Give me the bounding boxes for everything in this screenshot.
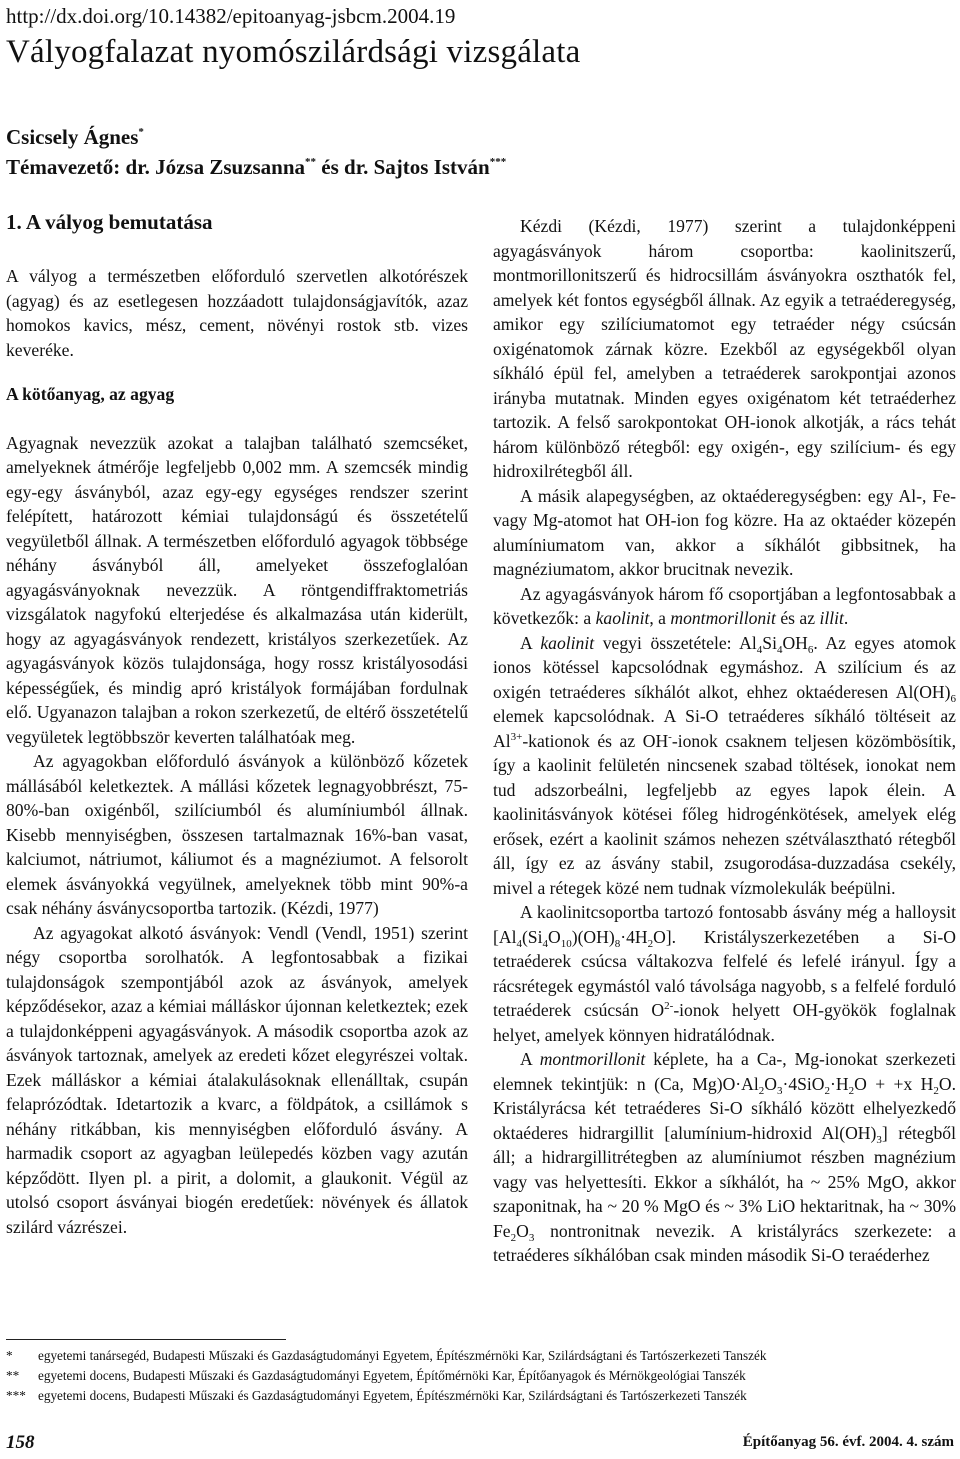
footnotes [6,1346,956,1406]
page-number: 158 [6,1432,35,1453]
paragraph: Agyagnak nevezzük azokat a talajban található szemcséket, amelyeknek átmérője legfeljebb 0,002 mm. A szemcsék mindig egy-egy ásványból, azaz egy-egy egységes rendszer szerint felépített, határozott kémiai tulajdonságú és összetételű vegyületből állnak. A természetben előforduló agyagok többsége néhány ásványból áll, amelyeket összefoglalóan agyagásványoknak nevezzük. A röntgendiffraktometriás vizsgálatok nagyfokú elterjedése és alkalmazása után kiderült, hogy az agyagásványok rendezett, kristályos szerkezetűek. Az agyagásványok közös tulajdonsága, hogy rossz kristályosodási képességűek, és mindig apró kristályok formájában fordulnak elő. Ugyanazon talajban a rokon szerkezetű, de eltérő összetételű vegyületek legtöbbször keverten találhatóak meg. [6,432,468,747]
doi-link[interactable]: http://dx.doi.org/10.14382/epitoanyag-jsbcm.2004.19 [6,4,456,28]
paragraph: A montmorillonit képlete, ha a Ca-, Mg-ionokat szerkezeti elemnek tekintjük: n (Ca, $Mg)O\cdot Al_2O_3\cdot 4SiO_2\cdot H_2O + +x$ $H_2O$. Kristályrácsa két tetraéderes Si-O síkháló között elhelyezkedő oktaéderes hidrargillit [alumínium-hidroxid $Al(OH)_3$] rétegből áll; a hidrargillitrétegben az alumíniumot részben magnézium vagy vas helyettesíti. Ekkor a síkhálót, ha ~ 25% MgO, akkor szaponitnak, ha ~ 20 % MgO és ~ 3% LiO hektaritnak, ha ~ 30% $Fe_2O_3$ nontronitnak nevezik. A kristályrács szerkezete: a tetraéderes síkhálóban csak minden második Si-O teraéderhez [493,1049,956,1265]
paragraph: Kézdi (Kézdi, 1977) szerint a tulajdonképpeni agyagásványok három csoportba: kaolinitszerű, montmorillonitszerű és hidrocsillám ásványokra oszthatók fel, amelyek két fontos egységből állnak. Az egyik a tetraéderegység, amikor egy szilíciumatomot egy tetraéder négy csúcsán oxigénatomok zárnak közre. Ezekből az egységekből olyan síkháló épül fel, amelyben a tetraéderek sarokpontjai azonos irányba mutatnak. Minden egyes oxigénatom két tetraéderhez tartozik. A felső sarokpontokat OH-ionok alkotják, a rács tehát három különböző rétegből: egy oxigén-, egy szilícium- és egy hidroxilrétegből áll. [493,216,956,481]
footnote-text: egyetemi tanársegéd, Budapesti Műszaki és Gazdaságtudományi Egyetem, Építészmérnöki Kar, Szilárdságtani és Tartószerkezeti Tanszék [38,1348,767,1363]
paragraph: Az agyagásványok három fő csoportjában a legfontosabbak a következők: a kaolinit, a montmorillonit és az illit. [493,583,956,628]
paragraph: A másik alapegységben, az oktaéderegységben: egy Al-, Fe- vagy Mg-atomot hat OH-ion fog közre. Ha az oktaéder közepén alumíniumatom van, akkor a síkhálót gibbsitnek, ha magnéziumatom, akkor brucitnak nevezik. [493,485,956,579]
author-name: Csicsely Ágnes [6,125,139,149]
footnote-divider [6,1339,286,1340]
journal-issue: Építőanyag 56. évf. 2004. 4. szám [742,1434,954,1450]
section-heading: 1. A vályog bemutatása [6,210,213,234]
footnote [6,1346,956,1366]
supervisor-2-mark: *** [489,156,507,168]
supervisor-1-mark: ** [305,156,317,168]
paragraph: A kaolinit vegyi összetétele: $Al_4Si_4OH_6$. Az egyes atomok ionos kötéssel kapcsolódnak egymáshoz. A szilícium és az oxigén tetraéderes síkhálót alkot, ehhez oktaéderesen $Al(OH)_6$ elemek kapcsolódnak. A Si-O tetraéderes síkháló töltéseit az $Al^{3+}$-kationok és az OH--ionok csaknem teljesen közömbösítik, így a kaolinit felületén nincsenek szabad töltések, ionokat nem tud adszorbeálni, legfeljebb az egyes lapok élein. A kaolinitásványok kötései főleg hidrogénkötések, amelyek elég erősek, ezért a kaolinit számos nehezen szétválasztható rétegből áll, így ez az ásvány stabil, zsugorodása-duzzadása csekély, mivel a rétegek közé nem tudnak vízmolekulák beépülni. [493,632,957,898]
footnote-text: egyetemi docens, Budapesti Műszaki és Gazdaságtudományi Egyetem, Építészmérnöki Kar, Szilárdságtani és Tartószerkezeti Tanszék [38,1388,747,1403]
supervisor-line [6,152,506,182]
paragraph: Az agyagokat alkotó ásványok: Vendl (Vendl, 1951) szerint négy csoportba sorolhatók. A legfontosabbak a fizikai tulajdonságok szempontjából azok az ásványok, amelyek képződésekor, azaz a kémiai málláskor újonnan keletkeztek; ezek a tulajdonképpeni agyagásványok. A második csoportba azok az ásványok tartoznak, amelyek az eredeti kőzet elegyrészei voltak. Ezek málláskor a kémiai átalakulásoknak ellenálltak, csupán felaprózódtak. Idetartozik a kvarc, a földpátok, a csillámok s néhány ritkábban, kis mennyiségben előforduló ásvány. A harmadik csoport az agyagban leülepedés közben vagy azután képződött. Ilyen pl. a pirit, a dolomit, a glaukonit. Végül az utolsó csoport ásványai biogén eredetűek: növények és állatok szilárd vázrészei. [6,922,468,1237]
paragraph: A vályog a természetben előforduló szervetlen alkotórészek (agyag) és az esetlegesen hozzáadott tulajdonságjavítók, azaz homokos kavics, mész, cement, növényi rostok stb. vizes keveréke. [6,266,468,360]
footnote [6,1386,956,1406]
author-footnote-mark: * [138,126,144,138]
article-title: Vályogfalazat nyomószilárdsági vizsgálata [6,34,581,70]
footnote-mark: ** [6,1368,20,1383]
footnote [6,1366,956,1386]
paragraph: A kaolinitcsoportba tartozó fontosabb ásvány még a halloysit $[Al_4(Si_4O_{10})(OH)_8\cdot 4H_2O]$. Kristályszerkezetében a Si-O tetraéderek csúcsa váltakozva felfelé és lefelé irányul. Így a rácsrétegek egymástól való távolsága nagyobb, s a felfelé forduló tetraéderek csúcsán $O^{2-}$-ionok helyett OH-gyökök foglalnak helyet, amelyek könnyen hidratálódnak. [493,902,956,1045]
footnote-mark: * [6,1348,13,1363]
left-column [6,208,468,1239]
author-line [6,122,506,152]
subsection-heading: A kötőanyag, az agyag [6,384,175,404]
footnote-text: egyetemi docens, Budapesti Műszaki és Gazdaságtudományi Egyetem, Építőmérnöki Kar, Építőanyagok és Mérnökgeológiai Tanszék [38,1368,746,1383]
supervisor-2: és dr. Sajtos István [316,155,490,179]
paragraph: Az agyagokban előforduló ásványok a különböző kőzetek mállásából keletkeztek. A mállási kőzetek legnagyobbrészt, 75-80%-ban oxigénből, szilíciumból és alumíniumból állnak. Kisebb mennyiségben, összesen tartalmaznak 16%-ban vasat, kalciumot, nátriumot, káliumot és a magnéziumot. A felsorolt elemek ásványokká vegyülnek, amelyeknek több mint 90%-a csak néhány ásványcsoportba tartozik. (Kézdi, 1977) [6,751,468,918]
author-block [6,122,506,182]
supervisor-1: Témavezető: dr. Józsa Zsuzsanna [6,155,306,179]
right-column [493,214,956,1268]
footnote-mark: *** [6,1388,26,1403]
